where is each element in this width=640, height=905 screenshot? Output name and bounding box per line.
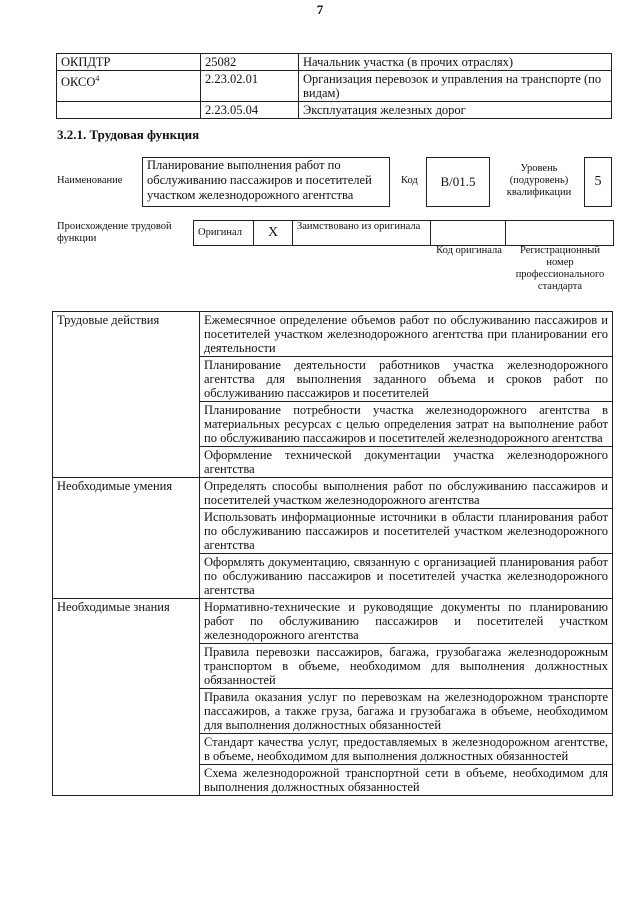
classifier-code: ОКПДТР	[57, 54, 201, 71]
borrowed-label: Заимствовано из оригинала	[293, 221, 431, 246]
classifier-description: Организация перевозок и управления на транспорте (по видам)	[299, 71, 612, 102]
row-category-label: Трудовые действия	[53, 312, 200, 478]
codes-row	[57, 54, 612, 71]
footnote-mark: 4	[95, 74, 100, 83]
classifier-code: ОКСО$^4$	[57, 71, 201, 102]
codes-row	[57, 102, 612, 119]
row-item-text: Планирование деятельности работников участка железнодорожного агентства для выполнения заданного объема и сроков работ по обслуживанию пассажиров и посетителей	[200, 357, 613, 402]
row-item-text: Стандарт качества услуг, предоставляемых в железнодорожном агентстве, в объеме, необходимом для выполнения должностных обязанностей	[200, 734, 613, 765]
classifier-description: Эксплуатация железных дорог	[299, 102, 612, 119]
classifier-value: 2.23.02.01	[201, 71, 299, 102]
table-row	[53, 599, 613, 644]
section-title: 3.2.1. Трудовая функция	[57, 127, 200, 142]
origin-label: Происхождение трудовой функции	[57, 221, 172, 244]
row-item-text: Схема железнодорожной транспортной сети в объеме, необходимом для выполнения должностных обязанностей	[200, 765, 613, 796]
name-label: Наименование	[57, 175, 123, 186]
row-item-text: Оформление технической документации участка железнодорожного агентства	[200, 447, 613, 478]
row-item-text: Определять способы выполнения работ по обслуживанию пассажиров и посетителей участком железнодорожного агентства	[200, 478, 613, 509]
table-row	[53, 478, 613, 509]
origin-table	[193, 220, 614, 246]
row-item-text: Правила оказания услуг по перевозкам на железнодорожном транспорте пассажиров, а также груза, багажа и грузобагажа в объеме, необходимом для выполнения должностных обязанностей	[200, 689, 613, 734]
row-category-label: Необходимые знания	[53, 599, 200, 796]
row-item-text: Оформлять документацию, связанную с организацией планирования работ по обслуживанию пассажиров и посетителей участка железнодорожного агентства	[200, 554, 613, 599]
classification-codes-table	[56, 53, 612, 119]
qualification-level: 5	[584, 157, 612, 207]
original-label: Оригинал	[194, 221, 254, 246]
original-mark: Х	[254, 221, 293, 246]
row-item-text: Использовать информационные источники в области планирования работ по обслуживанию пассажиров и посетителей участком железнодорожного агентства	[200, 509, 613, 554]
classifier-value: 2.23.05.04	[201, 102, 299, 119]
reg-number-cell	[506, 221, 614, 246]
code-original-caption: Код оригинала	[436, 245, 502, 256]
function-name: Планирование выполнения работ по обслуживанию пассажиров и посетителей участком железнодорожного агентства	[142, 157, 390, 207]
codes-row	[57, 71, 612, 102]
row-item-text: Нормативно-технические и руководящие документы по планированию работ по обслуживанию пассажиров и посетителей участком железнодорожного агентства	[200, 599, 613, 644]
classifier-value: 25082	[201, 54, 299, 71]
code-label: Код	[401, 175, 418, 186]
reg-number-caption: Регистрационный номер профессионального стандарта	[515, 245, 605, 292]
code-original-cell	[431, 221, 506, 246]
function-code: B/01.5	[426, 157, 490, 207]
classifier-code	[57, 102, 201, 119]
row-item-text: Правила перевозки пассажиров, багажа, грузобагажа железнодорожным транспортом в объеме, необходимом для выполнения должностных обязанностей	[200, 644, 613, 689]
table-row	[53, 312, 613, 357]
row-item-text: Ежемесячное определение объемов работ по обслуживанию пассажиров и посетителей участком железнодорожного агентства при планировании его деятельности	[200, 312, 613, 357]
classifier-description: Начальник участка (в прочих отраслях)	[299, 54, 612, 71]
row-category-label: Необходимые умения	[53, 478, 200, 599]
row-item-text: Планирование потребности участка железнодорожного агентства в материальных ресурсах с целью определения затрат на выполнение работ по обслуживанию пассажиров и посетителей железнодорожного агентства	[200, 402, 613, 447]
labor-function-table	[52, 311, 613, 796]
page-number: 7	[316, 2, 324, 17]
level-label: Уровень (подуровень) квалификации	[506, 163, 572, 198]
